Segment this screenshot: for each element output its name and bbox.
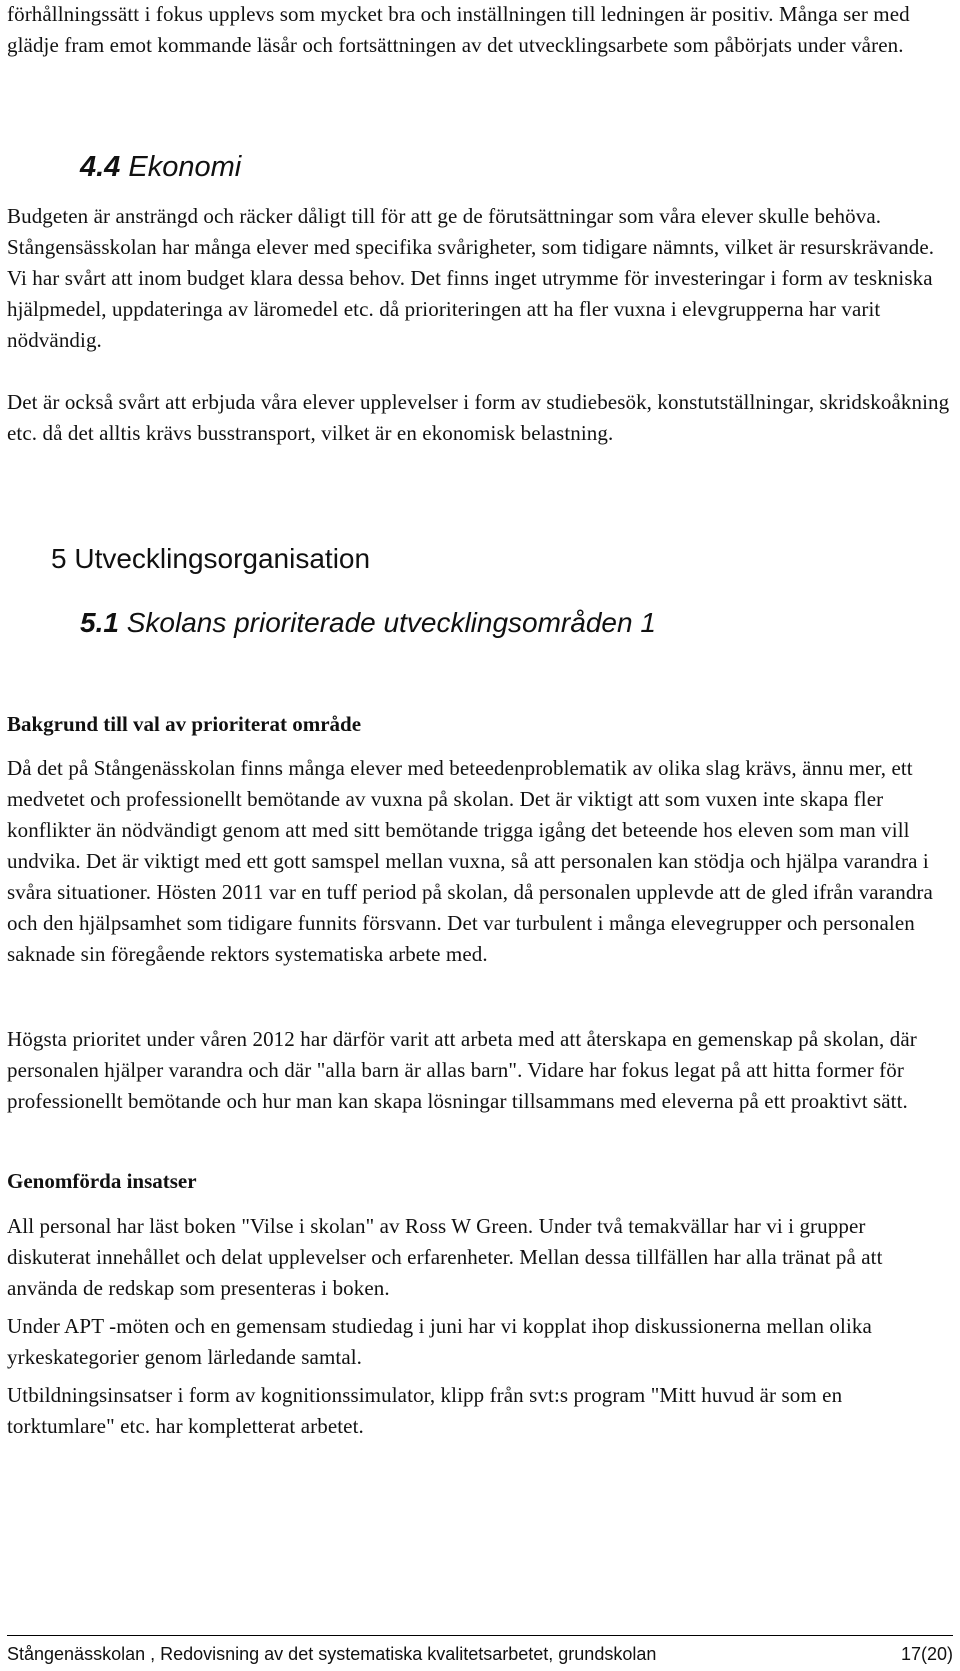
- footer-page-number: 17(20): [900, 1644, 953, 1664]
- insatser-paragraph-2-block: [7, 1311, 953, 1373]
- section-4-4-heading: [80, 149, 241, 185]
- bakgrund-paragraph-2: Högsta prioritet under våren 2012 har därför varit att arbeta med att återskapa en gemenskap på skolan, där personalen hjälper varandra och där "alla barn är allas barn". Vidare har fokus legat på att hitta former för professionellt bemötande och hur man kan skapa lösningar tillsammans med eleverna på ett proaktivt sätt.: [7, 1027, 917, 1113]
- footer-title: Stångenässkolan , Redovisning av det systematiska kvalitetsarbetet, grundskolan: [7, 1644, 657, 1664]
- insatser-paragraph-1-block: [7, 1211, 953, 1304]
- bakgrund-paragraph-1-block: [7, 753, 953, 970]
- section-5-1-number: 5.1: [80, 607, 119, 638]
- footer-divider: [7, 1635, 953, 1636]
- bakgrund-heading: Bakgrund till val av prioriterat område: [7, 712, 362, 736]
- section-5-1-heading: [80, 605, 656, 641]
- insatser-paragraph-2: Under APT -möten och en gemensam studiedag i juni har vi kopplat ihop diskussionerna mellan olika yrkeskategorier genom lärledande samtal.: [7, 1314, 872, 1369]
- insatser-paragraph-1: All personal har läst boken "Vilse i skolan" av Ross W Green. Under två temakvällar har vi i grupper diskuterat innehållet och delat upplevelser och erfarenheter. Mellan dessa tillfällen har alla tränat på att använda de redskap som presenteras i boken.: [7, 1214, 883, 1300]
- section-5-heading: 5 Utvecklingsorganisation: [51, 543, 371, 574]
- page-footer: [7, 1642, 953, 1666]
- intro-paragraph: förhållningssätt i fokus upplevs som mycket bra och inställningen till ledningen är positiv. Många ser med glädje fram emot kommande läsår och fortsättningen av det utvecklingsarbete som påbörjats under våren.: [7, 2, 910, 57]
- section-4-4-title: Ekonomi: [128, 151, 242, 183]
- insatser-heading: Genomförda insatser: [7, 1169, 197, 1193]
- ekonomi-paragraph-1-block: [7, 201, 953, 356]
- section-5-1-title: Skolans prioriterade utvecklingsområden 1: [126, 607, 656, 638]
- intro-block: [7, 0, 953, 61]
- bakgrund-paragraph-2-block: [7, 1024, 953, 1117]
- insatser-paragraph-3-block: [7, 1380, 953, 1442]
- ekonomi-paragraph-2: Det är också svårt att erbjuda våra elever upplevelser i form av studiebesök, konstutställningar, skridskoåkning etc. då det alltis krävs busstransport, vilket är en ekonomisk belastning.: [7, 390, 950, 445]
- ekonomi-paragraph-1: Budgeten är ansträngd och räcker dåligt till för att ge de förutsättningar som våra elever skulle behöva. Stångensässkolan har många elever med specifika svårigheter, som tidigare nämnts, vilket är resurskrävande. Vi har svårt att inom budget klara dessa behov. Det finns inget utrymme för investeringar i form av teskniska hjälpmedel, uppdateringa av läromedel etc. då prioriteringen att ha fler vuxna i elevgrupperna har varit nödvändig.: [7, 204, 935, 352]
- insatser-paragraph-3: Utbildningsinsatser i form av kognitionssimulator, klipp från svt:s program "Mitt huvud är som en torktumlare" etc. har kompletterat arbetet.: [7, 1383, 843, 1438]
- section-4-4-number: 4.4: [80, 151, 121, 183]
- bakgrund-paragraph-1: Då det på Stångenässkolan finns många elever med beteedenproblematik av olika slag krävs, ännu mer, ett medvetet och professionellt bemötande av vuxna på skolan. Det är viktigt att som vuxen inte skapa fler konflikter än nödvändigt genom att med sitt bemötande trigga igång det beteende hos eleven som man vill undvika. Det är viktigt med ett gott samspel mellan vuxna, så att personalen kan stödja och hjälpa varandra i svåra situationer. Hösten 2011 var en tuff period på skolan, då personalen upplevde att de gled ifrån varandra och den hjälpsamhet som tidigare funnits försvann. Det var turbulent i många elevegrupper och personalen saknade sin föregående rektors systematiska arbete med.: [7, 756, 933, 966]
- ekonomi-paragraph-2-block: [7, 387, 953, 449]
